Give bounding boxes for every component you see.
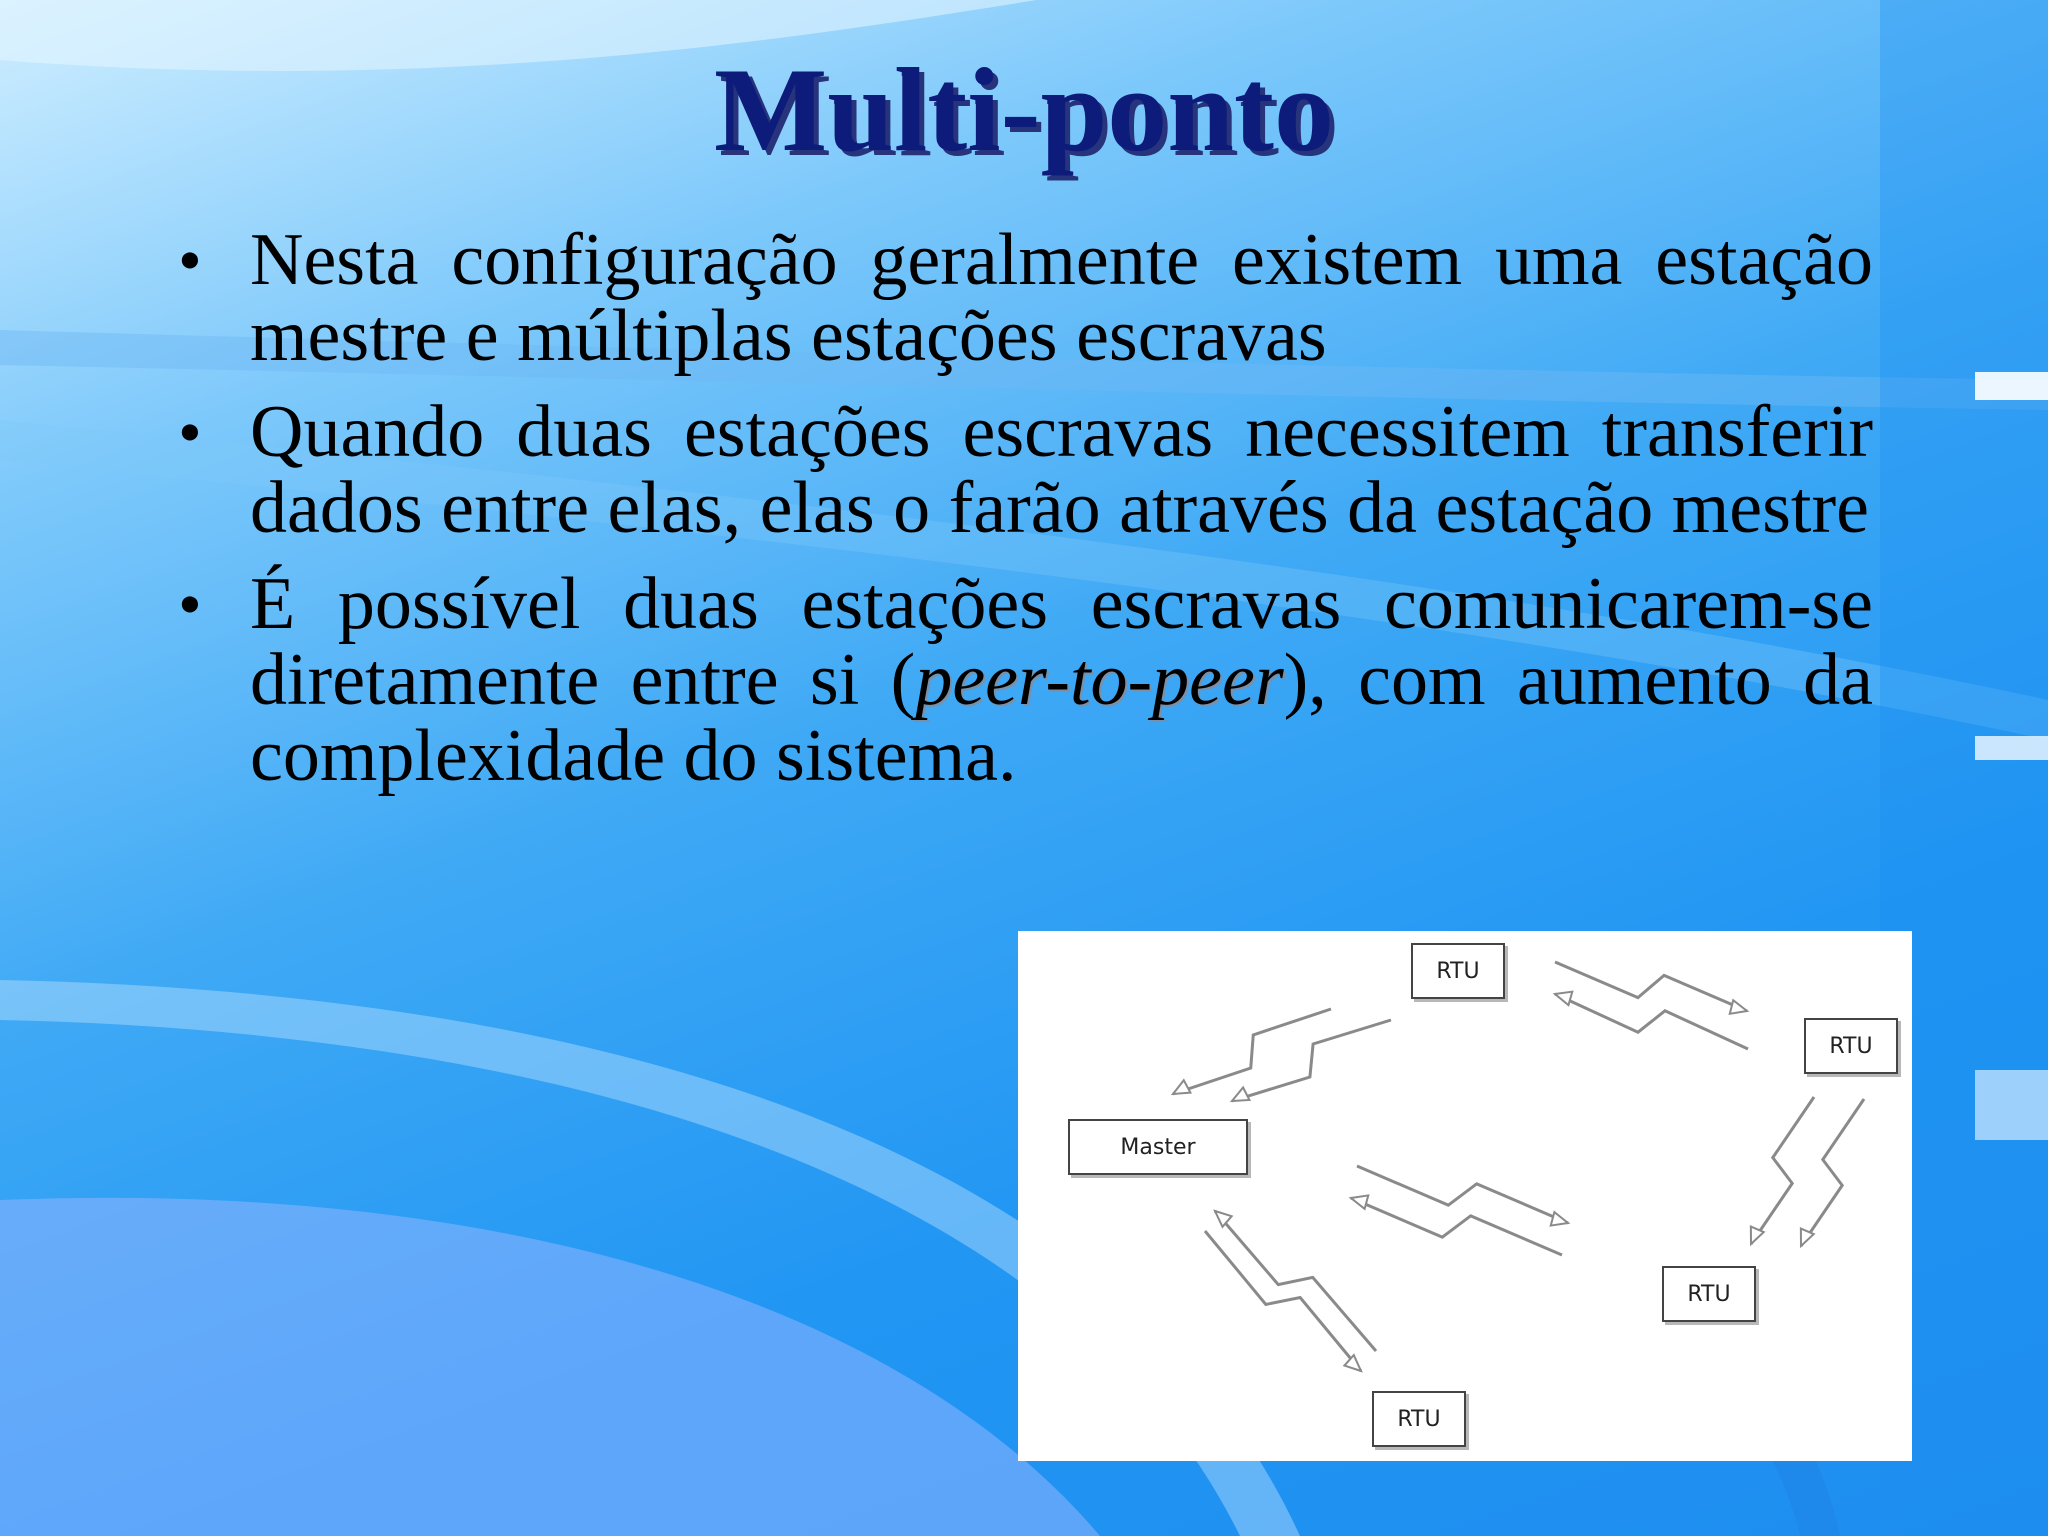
radio-link-arrowhead [1730, 1000, 1747, 1014]
radio-link-arrowhead [1344, 1355, 1361, 1371]
bullet-text: Nesta configuração geralmente existem uma estação mestre e múltiplas estações escravas [250, 219, 1873, 377]
radio-link-bolt [1751, 1097, 1814, 1244]
radio-link-arrowhead [1232, 1087, 1249, 1101]
rtu-node-top: RTU [1411, 943, 1505, 999]
radio-links [1018, 931, 1912, 1461]
network-diagram [1018, 931, 1912, 1461]
bullet-item [178, 391, 1873, 549]
radio-link-bolt [1801, 1099, 1864, 1246]
radio-link-bolt [1215, 1211, 1376, 1351]
master-node: Master [1068, 1119, 1248, 1175]
radio-link-arrowhead [1215, 1211, 1232, 1227]
bullet-text-before: É possível duas estações escravas comunicarem-se diretamente entre si ( [250, 563, 1873, 721]
radio-link-arrowhead [1551, 1212, 1568, 1226]
radio-link-arrowhead [1173, 1080, 1190, 1094]
bullet-list [178, 219, 1874, 814]
peer-to-peer-term: peer-to-peer [915, 639, 1284, 721]
bullet-item [178, 563, 1874, 797]
radio-link-bolt [1173, 1009, 1331, 1094]
radio-link-bolt [1555, 994, 1748, 1049]
bullet-text-after: ), com aumento da complexidade do sistema. [250, 639, 1874, 797]
bullet-item [178, 219, 1873, 377]
radio-link-arrowhead [1555, 992, 1572, 1005]
rtu-node-lower-right: RTU [1662, 1266, 1756, 1322]
radio-link-bolt [1205, 1231, 1361, 1371]
bullet-text: Quando duas estações escravas necessitem transferir dados entre elas, elas o farão através da estação mestre [250, 391, 1873, 549]
rtu-node-right: RTU [1804, 1018, 1898, 1074]
rtu-node-bottom: RTU [1372, 1391, 1466, 1447]
radio-link-bolt [1232, 1020, 1391, 1101]
radio-link-arrowhead [1351, 1195, 1368, 1209]
radio-link-bolt [1555, 962, 1747, 1011]
slide-title: Multi-ponto [713, 43, 1335, 176]
